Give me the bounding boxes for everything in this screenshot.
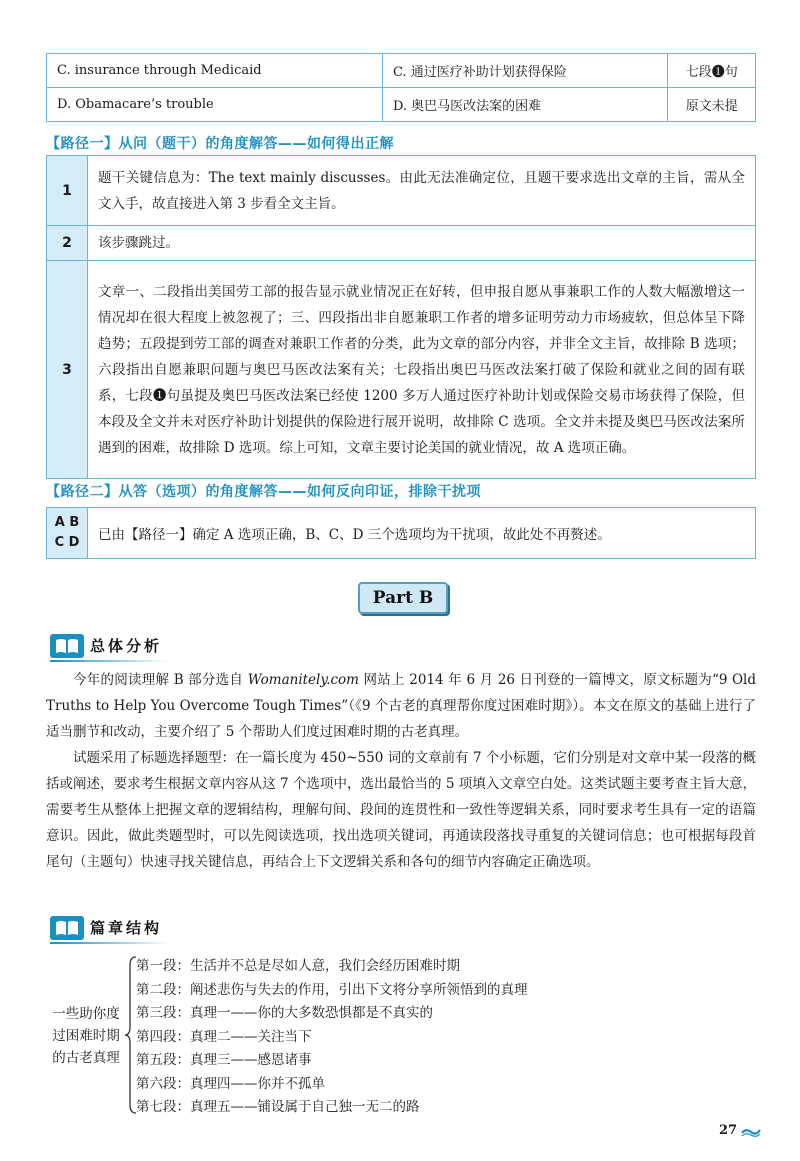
step-text: 题干关键信息为：The text mainly discusses。由此无法准确定位，且题干要求选出文章的主旨，需从全文入手，故直接进入第 3 步看全文主旨。 bbox=[88, 156, 756, 226]
route1-steps-table bbox=[46, 155, 756, 479]
option-en: D. Obamacare’s trouble bbox=[47, 88, 383, 122]
route2-table bbox=[46, 507, 756, 559]
book-icon bbox=[50, 634, 84, 658]
heading-underline bbox=[50, 942, 170, 944]
route2-text: 已由【路径一】确定 A 选项正确，B、C、D 三个选项均为干扰项，故此处不再赘述。 bbox=[88, 508, 756, 559]
option-location: 七段❶句 bbox=[668, 54, 756, 88]
structure-root-line: 一些助你度 bbox=[52, 1006, 120, 1022]
overview-paragraph-2: 试题采用了标题选择题型：在一篇长度为 450~550 词的文章前有 7 个小标题，它们分别是对文章中某一段落的概括或阐述，要求考生根据文章内容从这 7 个选项中，选出最恰当的 5 项填入文章空白处。这类试题主要考查主旨大意，需要考生从整体上把握文章的逻辑结构，理解句间、段间的连贯性和一致性等逻辑关系，同时要求考生具有一定的语篇意识。因此，做此类题型时，可以先阅读选项，找出选项关键词，再通读段落找寻重复的关键词信息；也可根据每段首尾句（主题句）快速寻找关键信息，再结合上下文逻辑关系和各句的细节内容确定正确选项。 bbox=[46, 750, 756, 870]
route2-title: 【路径二】从答（选项）的角度解答——如何反向印证，排除干扰项 bbox=[46, 484, 481, 500]
step-number: 1 bbox=[47, 156, 88, 226]
structure-list bbox=[136, 955, 528, 1120]
option-location: 原文未提 bbox=[668, 88, 756, 122]
list-item: 第七段：真理五——铺设属于自己独一无二的路 bbox=[136, 1099, 420, 1115]
table-row bbox=[47, 508, 756, 559]
step-text: 文章一、二段指出美国劳工部的报告显示就业情况正在好转，但申报自愿从事兼职工作的人数大幅激增这一情况却在很大程度上被忽视了；三、四段指出非自愿兼职工作者的增多证明劳动力市场疲软，但总体呈下降趋势；五段提到劳工部的调查对兼职工作者的分类，此为文章的部分内容，并非全文主旨，故排除 B 选项；六段指出自愿兼职问题与奥巴马医改法案有关；七段指出奥巴马医改法案打破了保险和就业之间的固有联系，七段❶句虽提及奥巴马医改法案已经使 1200 多万人通过医疗补助计划或保险交易市场获得了保险，但本段及全文并未对医疗补助计划提供的保险进行展开说明，故排除 C 选项。全文并未提及奥巴马医改法案所遇到的困难，故排除 D 选项。综上可知，文章主要讨论美国的就业情况，故 A 选项正确。 bbox=[88, 261, 756, 479]
structure-heading-label: 篇章结构 bbox=[90, 919, 163, 937]
table-row bbox=[47, 261, 756, 479]
list-item: 第三段：真理一——你的大多数恐惧都是不真实的 bbox=[136, 1005, 433, 1021]
table-row bbox=[47, 88, 756, 122]
wave-icon bbox=[741, 1127, 761, 1137]
structure-root bbox=[46, 1003, 126, 1069]
option-zh: C. 通过医疗补助计划获得保险 bbox=[382, 54, 667, 88]
heading-underline bbox=[50, 660, 170, 662]
step-number: 2 bbox=[47, 226, 88, 261]
structure-root-line: 的古老真理 bbox=[52, 1050, 120, 1066]
paragraph-text: 今年的阅读理解 B 部分选自 bbox=[73, 672, 248, 688]
list-item: 第二段：阐述悲伤与失去的作用，引出下文将分享所领悟到的真理 bbox=[136, 981, 528, 998]
structure-root-line: 过困难时期 bbox=[52, 1028, 120, 1044]
table-row bbox=[47, 54, 756, 88]
overview-heading-label: 总体分析 bbox=[90, 637, 163, 655]
list-item: 第四段：真理二——关注当下 bbox=[136, 1028, 312, 1045]
list-item: 第五段：真理三——感恩诸事 bbox=[136, 1052, 312, 1068]
paragraph-text: 网站上 2014 年 6 月 26 日刊登的一篇博文，原文标题为“9 Old Truths to Help You Overcome Tough Times”（《9 个古老的真理帮你度过困难时期》）。本文在原文的基础上进行了适当删节和改动，主要介绍了 5 个帮助人们度过困难时期的古老真理。 bbox=[46, 672, 756, 740]
source-site: Womanitely.com bbox=[247, 672, 359, 688]
page-number: 27 bbox=[719, 1123, 738, 1138]
option-en: C. insurance through Medicaid bbox=[47, 54, 383, 88]
list-item: 第六段：真理四——你并不孤单 bbox=[136, 1075, 325, 1092]
option-group-label bbox=[47, 508, 88, 559]
table-row bbox=[47, 156, 756, 226]
step-text: 该步骤跳过。 bbox=[88, 226, 756, 261]
part-b-badge: Part B bbox=[358, 582, 448, 614]
option-group-top: A B bbox=[54, 515, 80, 530]
table-row bbox=[47, 226, 756, 261]
overview-heading bbox=[50, 634, 250, 658]
step-number: 3 bbox=[47, 261, 88, 479]
option-group-bottom: C D bbox=[54, 535, 80, 550]
option-zh: D. 奥巴马医改法案的困难 bbox=[382, 88, 667, 122]
route1-title: 【路径一】从问（题干）的角度解答——如何得出正解 bbox=[46, 136, 394, 152]
list-item: 第一段：生活并不总是尽如人意，我们会经历困难时期 bbox=[136, 958, 460, 974]
overview-paragraph-1 bbox=[46, 667, 756, 745]
options-table bbox=[46, 53, 756, 122]
structure-heading bbox=[50, 916, 250, 940]
book-icon bbox=[50, 916, 84, 940]
